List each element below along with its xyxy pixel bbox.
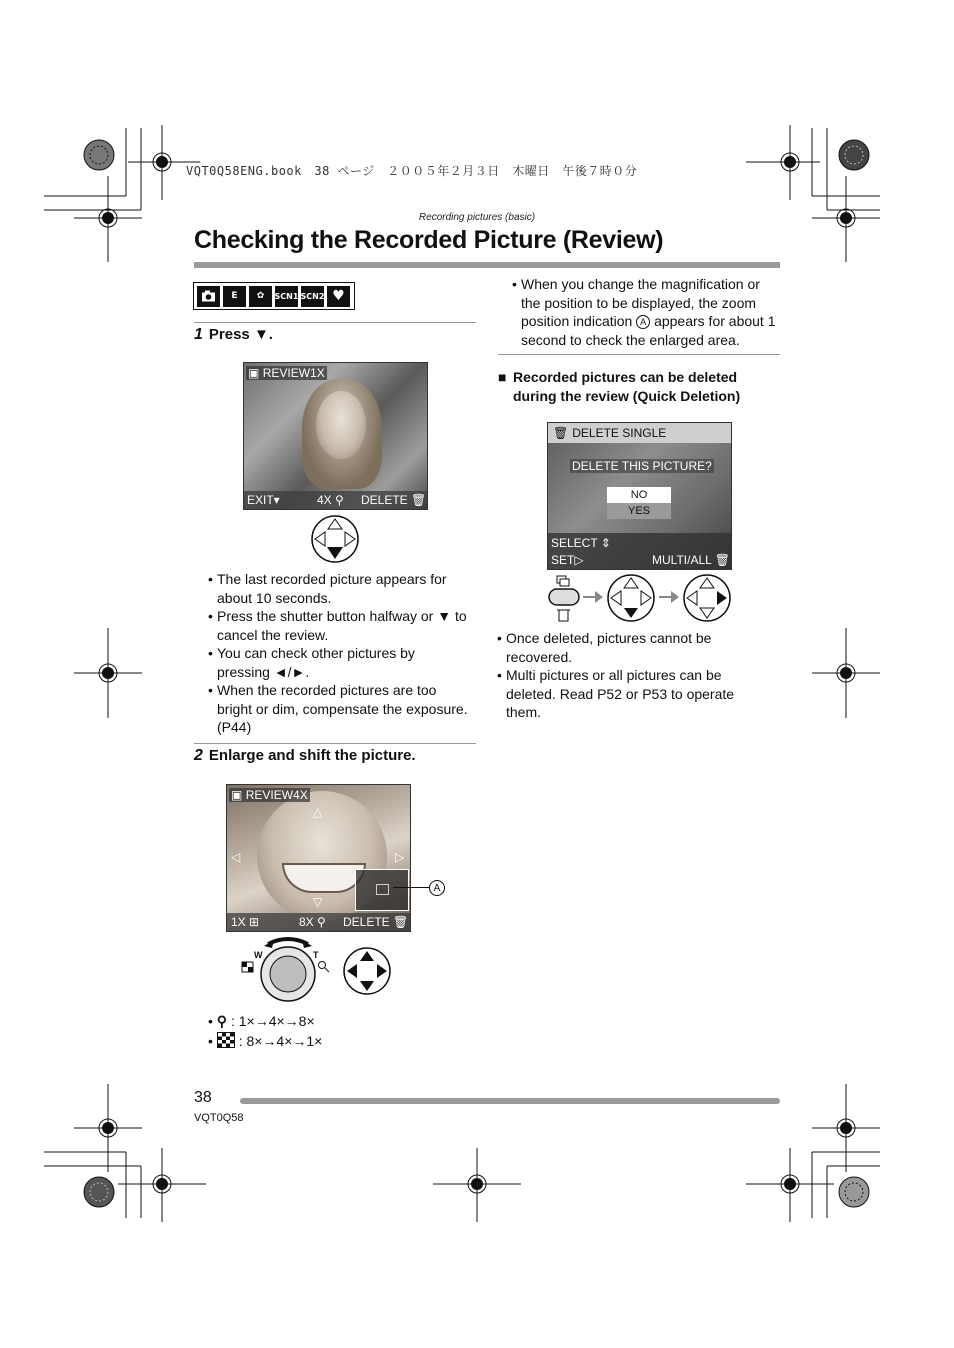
zoom-1x-label: 1X ⊞	[231, 915, 260, 929]
review-picture-icon: ▣	[248, 366, 260, 380]
zoom-indication-bullet: • When you change the magnification or the position to be displayed, the zoom position indication A appears for about 1 second to check the enlarged area.	[512, 275, 780, 349]
zoom-4x-label: 4X ⚲	[317, 493, 344, 507]
scene1-mode-icon: SCN1	[275, 286, 298, 307]
trash-icon: 🗑	[553, 426, 569, 440]
footer-rule	[240, 1098, 780, 1104]
delete-sequence-diagram	[545, 572, 735, 629]
multi-all-label: MULTI/ALL 🗑	[652, 553, 730, 567]
pan-right-arrow-icon: ▷	[395, 850, 405, 864]
pan-up-arrow-icon: △	[313, 805, 323, 819]
zoom-lever-diagram	[240, 934, 340, 1006]
lever-t-label: T	[313, 950, 319, 960]
zoom-out-sequence: • : 8×→4×→1×	[208, 1033, 323, 1049]
pan-left-arrow-icon: ◁	[231, 850, 241, 864]
dpad-down-diagram	[310, 514, 360, 569]
zoom-out-text: 8×→4×→1×	[246, 1033, 323, 1049]
step2-text: Enlarge and shift the picture.	[208, 747, 416, 764]
scene2-mode-icon: SCN2	[301, 286, 324, 307]
multi-delete-bullet: • Multi pictures or all pictures can be deleted. Read P52 or P53 to operate them.	[497, 666, 757, 722]
mode-icons	[193, 282, 355, 310]
checker-grid-icon	[217, 1032, 235, 1048]
up-down-icon: ⇕	[600, 536, 611, 550]
option-no-text: NO	[630, 489, 648, 501]
portrait-face	[316, 391, 366, 459]
delete-bottom-bar	[548, 533, 731, 569]
camera-mode-icon	[197, 286, 220, 307]
print-header: VQT0Q58ENG.book 38 ページ ２００５年２月３日 木曜日 午後７時０分	[186, 164, 638, 178]
right-rule	[498, 354, 780, 355]
zoom-position-marker	[376, 884, 389, 895]
pan-down-arrow-icon: ▽	[313, 895, 323, 909]
review4x-text: REVIEW4X	[245, 788, 308, 802]
step1-heading	[194, 326, 273, 344]
step2-number: 2	[194, 747, 203, 764]
economy-mode-icon: E	[223, 286, 246, 307]
option-no[interactable]	[607, 487, 671, 503]
option-yes[interactable]	[607, 503, 671, 519]
review1x-bottom-bar	[244, 491, 427, 509]
grid-icon: ⊞	[249, 915, 260, 929]
delete-label: DELETE 🗑	[361, 493, 427, 507]
step1-rule	[194, 322, 476, 323]
review4x-label	[229, 788, 310, 802]
right-triangle-icon: ▷	[574, 553, 584, 567]
quick-delete-text: Recorded pictures can be deleted during the review (Quick Deletion)	[513, 369, 741, 404]
trash-icon: 🗑	[411, 493, 427, 507]
step1-number: 1	[194, 326, 203, 343]
step2-rule	[194, 743, 476, 744]
model-code: VQT0Q58	[194, 1112, 244, 1124]
dpad-all-diagram	[342, 946, 392, 1001]
zoom-in-sequence: • ⚲ : 1×→4×→8×	[208, 1013, 315, 1029]
option-yes-text: YES	[627, 505, 650, 517]
review1x-screen	[243, 362, 428, 510]
page-number: 38	[194, 1089, 212, 1106]
square-bullet-icon: ■	[498, 369, 507, 385]
step1-bullets	[208, 570, 470, 737]
delete-label: DELETE 🗑	[343, 915, 409, 929]
zoom-position-indicator	[355, 869, 409, 911]
deleted-warning-bullet: • Once deleted, pictures cannot be recovered.	[497, 629, 757, 666]
right-bottom-bullets	[497, 629, 757, 722]
page-title: Checking the Recorded Picture (Review)	[194, 226, 664, 254]
delete-title-text: DELETE SINGLE	[572, 426, 667, 440]
title-rule	[194, 262, 780, 268]
select-label: SELECT ⇕	[551, 536, 611, 550]
callout-line	[393, 887, 429, 888]
macro-mode-icon: ✿	[249, 286, 272, 307]
review4x-bottom-bar	[227, 913, 410, 931]
delete-screen	[547, 422, 732, 570]
step1-bullet-2: • Press the shutter button halfway or ▼ to cancel the review.	[208, 607, 470, 644]
step1-text: Press ▼.	[208, 326, 273, 343]
review4x-screen	[226, 784, 411, 932]
zoom-8x-label: 8X ⚲	[299, 915, 326, 929]
step1-bullet-3: • You can check other pictures by pressing ◄/►.	[208, 644, 470, 681]
review1x-text: REVIEW1X	[262, 366, 325, 380]
step2-heading	[194, 747, 416, 765]
step1-bullet-1: • The last recorded picture appears for about 10 seconds.	[208, 570, 470, 607]
exit-label: EXIT▾	[247, 493, 280, 507]
delete-question: DELETE THIS PICTURE?	[572, 459, 712, 473]
magnify-icon: ⚲	[335, 493, 344, 507]
step1-bullet-4: • When the recorded pictures are too bright or dim, compensate the exposure. (P44)	[208, 681, 470, 737]
trash-icon: 🗑	[714, 553, 730, 567]
section-tag: Recording pictures (basic)	[418, 212, 536, 223]
delete-title-bar	[548, 423, 731, 443]
quick-delete-heading	[498, 368, 783, 406]
right-top-bullets	[512, 275, 780, 349]
zoom-in-text: 1×→4×→8×	[238, 1013, 315, 1029]
trash-icon: 🗑	[393, 915, 409, 929]
circle-a-icon: A	[636, 315, 650, 329]
lever-w-label: W	[254, 950, 263, 960]
magnify-icon: ⚲	[317, 915, 326, 929]
callout-a	[429, 880, 445, 896]
set-label: SET▷	[551, 553, 584, 567]
magnify-icon: ⚲	[216, 1013, 228, 1029]
heart-mode-icon: ♥	[327, 286, 350, 307]
review-picture-icon: ▣	[231, 788, 243, 802]
review1x-label	[246, 366, 327, 380]
callout-a-text: A	[433, 882, 441, 894]
